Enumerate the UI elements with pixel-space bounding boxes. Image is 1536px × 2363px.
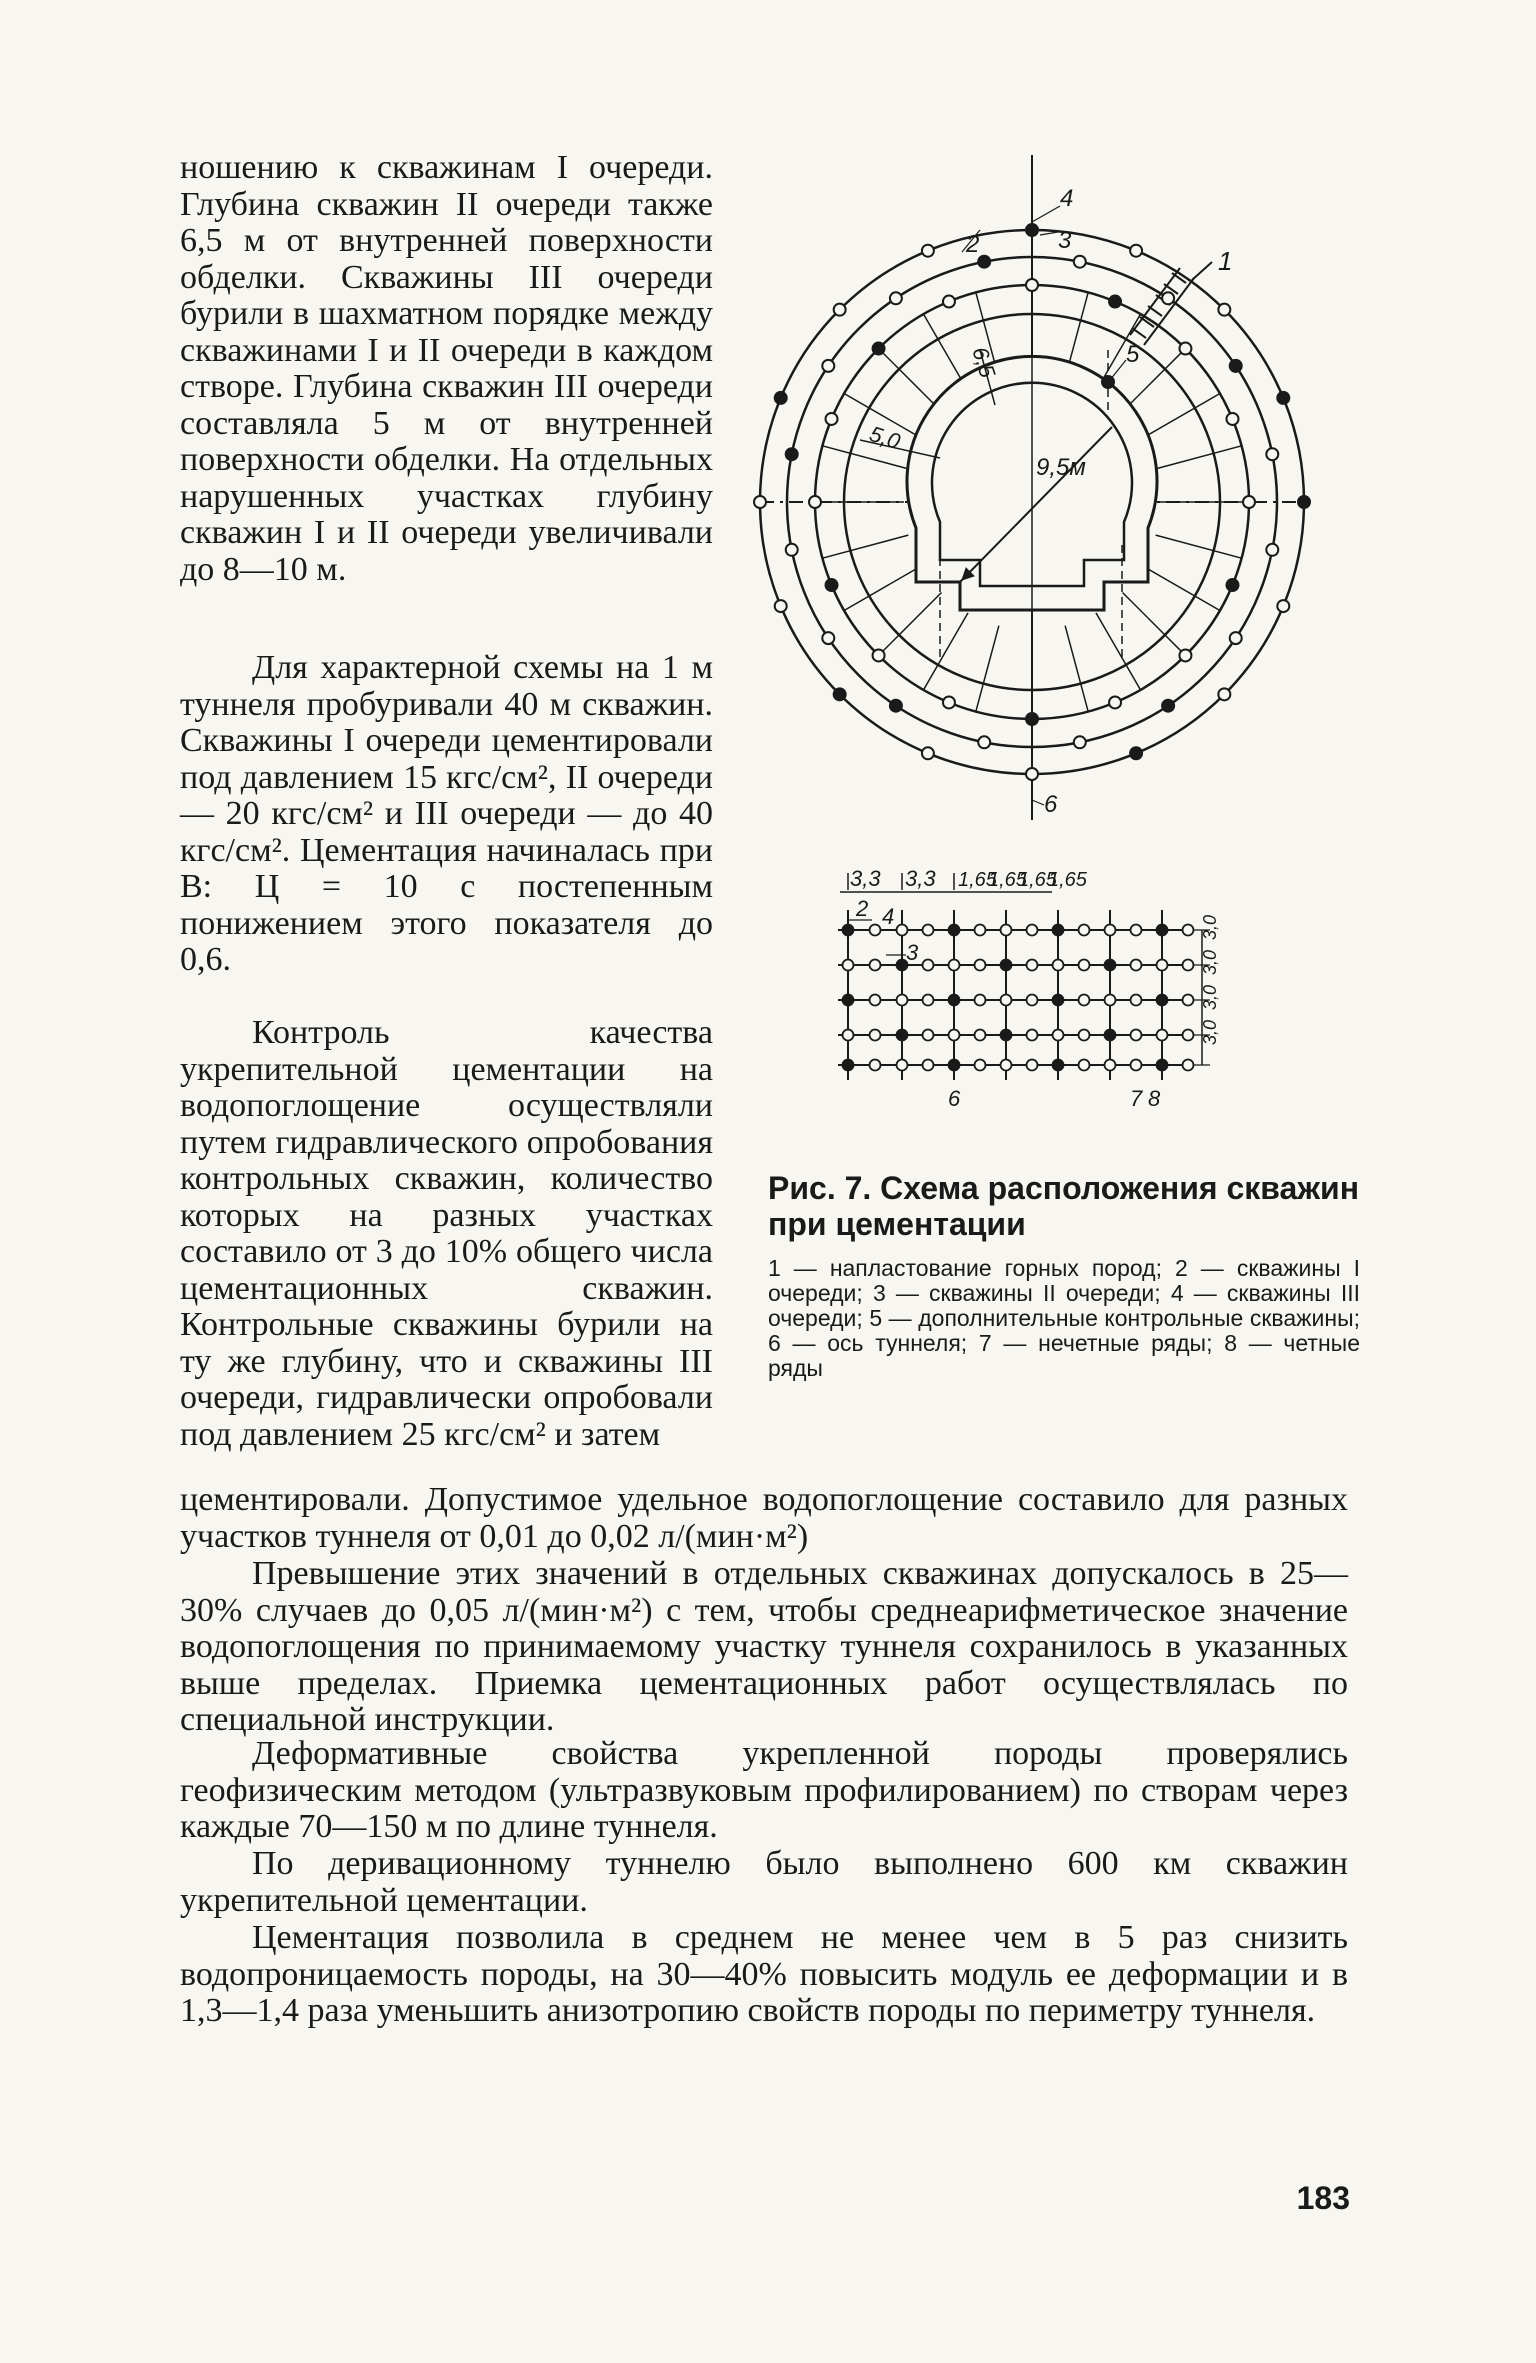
plan-borehole-open (870, 925, 881, 936)
plan-borehole-open (1027, 925, 1038, 936)
borehole-open (809, 496, 821, 508)
radial-line (976, 626, 999, 712)
borehole-open (1162, 292, 1174, 304)
plan-label-spacing-5: 1,65 (1018, 869, 1057, 891)
plan-borehole-open (1079, 995, 1090, 1006)
borehole-filled (786, 448, 798, 460)
radial-line (924, 613, 969, 690)
plan-borehole-open (1001, 995, 1012, 1006)
borehole-filled (1130, 747, 1142, 759)
plan-borehole-open (897, 1060, 908, 1071)
label-4: 4 (1060, 185, 1074, 212)
plan-borehole-open (1157, 960, 1168, 971)
label-5: 5 (1126, 341, 1140, 368)
plan-labels (850, 866, 1220, 1111)
plan-borehole-filled (1001, 1030, 1012, 1041)
paragraph-4: цементировали. Допустимое удельное водопоглощение составило для разных участков туннеля от 0,01 до 0,02 л/(мин·м²) (180, 1481, 1348, 1555)
plan-label-7: 7 (1130, 1086, 1143, 1111)
borehole-open (822, 632, 834, 644)
plan-borehole-open (870, 1060, 881, 1071)
plan-borehole-open (923, 1030, 934, 1041)
borehole-open (1109, 696, 1121, 708)
leader-4 (1032, 206, 1060, 222)
borehole-filled (1026, 713, 1038, 725)
paragraph-6: Деформативные свойства укрепленной породы проверялись геофизическим методом (ультразвуковым профилированием) по створам через каждые 70—150 м по длине туннеля. (180, 1735, 1348, 1845)
plan-label-spacing-4: 1,65 (988, 869, 1027, 891)
plan-borehole-open (949, 960, 960, 971)
plan-borehole-open (923, 925, 934, 936)
plan-borehole-open (1105, 1060, 1116, 1071)
borehole-open (1226, 413, 1238, 425)
plan-label-4: 4 (882, 904, 895, 929)
borehole-open (1026, 768, 1038, 780)
borehole-open (873, 649, 885, 661)
borehole-open (1179, 649, 1191, 661)
radial-line (1156, 446, 1242, 469)
plan-borehole-markers (843, 925, 1194, 1071)
plan-borehole-filled (1053, 1060, 1064, 1071)
plan-borehole-open (897, 925, 908, 936)
plan-borehole-filled (843, 995, 854, 1006)
borehole-open (786, 544, 798, 556)
plan-borehole-open (897, 995, 908, 1006)
plan-borehole-open (1105, 995, 1116, 1006)
grouting-scheme-drawing (740, 140, 1360, 1140)
plan-borehole-filled (1157, 925, 1168, 936)
label-1: 1 (1218, 246, 1233, 276)
plan-borehole-open (1131, 925, 1142, 936)
label-radius: 9,5м (1036, 454, 1086, 481)
plan-label-row-1: 3,0 (1200, 914, 1220, 940)
plan-borehole-open (975, 925, 986, 936)
borehole-open (922, 747, 934, 759)
borehole-open (1026, 279, 1038, 291)
plan-borehole-open (949, 1030, 960, 1041)
radial-line (1065, 626, 1088, 712)
plan-label-2: 2 (856, 896, 869, 921)
borehole-open (1277, 600, 1289, 612)
borehole-open (822, 360, 834, 372)
borehole-filled (873, 343, 885, 355)
plan-label-row-2: 3,0 (1200, 949, 1220, 975)
plan-borehole-open (1053, 960, 1064, 971)
borehole-filled (1277, 392, 1289, 404)
label-6: 6 (1044, 791, 1058, 818)
paragraph-5: Превышение этих значений в отдельных скважинах допускалось в 25—30% случаев до 0,05 л/(мин·м²) с тем, чтобы среднеарифметическое значение водопоглощения по принимаемому участку туннеля сохранилось в указанных выше пределах. Приемка цементационных работ осуществлялась по специальной инструкции. (180, 1555, 1348, 1738)
radial-line (844, 566, 921, 611)
plan-borehole-open (1105, 925, 1116, 936)
borehole-filled (1298, 496, 1310, 508)
plan-borehole-open (1053, 1030, 1064, 1041)
plan-label-spacing-6: 1,65 (1048, 869, 1087, 891)
label-depth-5-0: 5,0 (866, 420, 904, 455)
plan-label-spacing-1: 3,3 (850, 866, 881, 891)
label-2: 2 (966, 231, 980, 258)
paragraph-2: Для характерной схемы на 1 м туннеля пробуривали 40 м скважин. Скважины I очереди цементировали под давлением 15 кгс/см², II очереди — 20 кгс/см² и III очереди — до 40 кгс/см². Цементация начиналась при В: Ц = 10 с постепенным понижением этого показателя до 0,6. (180, 649, 713, 978)
radial-line (1156, 535, 1242, 558)
plan-borehole-open (1001, 925, 1012, 936)
borehole-open (775, 600, 787, 612)
label-depth-6-5: 6,5 (967, 343, 1001, 381)
plan-label-6: 6 (948, 1086, 961, 1111)
borehole-filled (1162, 700, 1174, 712)
borehole-filled (834, 688, 846, 700)
paragraph-7: По деривационному туннелю было выполнено 600 км скважин укрепительной цементации. (180, 1845, 1348, 1919)
plan-borehole-open (1131, 1060, 1142, 1071)
plan-borehole-open (1079, 925, 1090, 936)
plan-borehole-open (1183, 1060, 1194, 1071)
plan-borehole-open (1001, 1060, 1012, 1071)
plan-borehole-filled (843, 1060, 854, 1071)
control-borehole (1102, 376, 1114, 388)
borehole-open (1218, 688, 1230, 700)
borehole-filled (1026, 224, 1038, 236)
borehole-filled (978, 256, 990, 268)
plan-borehole-filled (1157, 995, 1168, 1006)
plan-borehole-filled (949, 925, 960, 936)
borehole-open (1074, 736, 1086, 748)
plan-borehole-open (923, 1060, 934, 1071)
plan-borehole-open (1079, 960, 1090, 971)
borehole-open (890, 292, 902, 304)
borehole-open (1266, 544, 1278, 556)
borehole-open (1218, 304, 1230, 316)
borehole-open (826, 413, 838, 425)
plan-label-spacing-2: 3,3 (905, 866, 936, 891)
plan-borehole-filled (1053, 925, 1064, 936)
borehole-open (754, 496, 766, 508)
plan-label-3: 3 (906, 940, 919, 965)
plan-borehole-open (975, 960, 986, 971)
plan-borehole-open (975, 1030, 986, 1041)
borehole-open (1074, 256, 1086, 268)
borehole-open (834, 304, 846, 316)
plan-borehole-filled (1157, 1060, 1168, 1071)
plan-borehole-open (870, 1030, 881, 1041)
borehole-open (1179, 343, 1191, 355)
plan-borehole-open (1183, 960, 1194, 971)
plan-borehole-open (843, 1030, 854, 1041)
radial-line (822, 535, 908, 558)
borehole-open (1130, 245, 1142, 257)
plan-borehole-filled (949, 1060, 960, 1071)
plan-borehole-filled (1053, 995, 1064, 1006)
plan-borehole-filled (1105, 1030, 1116, 1041)
borehole-open (943, 696, 955, 708)
plan-borehole-filled (897, 1030, 908, 1041)
plan-borehole-open (1157, 1030, 1168, 1041)
paragraph-8: Цементация позволила в среднем не менее чем в 5 раз снизить водопроницаемость породы, на 30—40% повысить модуль ее деформации и в 1,3—1,4 раза уменьшить анизотропию свойств породы по периметру туннеля. (180, 1919, 1348, 2029)
plan-borehole-open (1131, 995, 1142, 1006)
borehole-filled (826, 579, 838, 591)
borehole-open (922, 245, 934, 257)
plan-borehole-open (1027, 1030, 1038, 1041)
plan-label-spacing-3: 1,65 (958, 869, 997, 891)
radial-line (1143, 394, 1220, 439)
paragraph-3: Контроль качества укрепительной цементации на водопоглощение осуществляли путем гидравлического опробования контрольных скважин, количество которых на разных участках составило от 3 до 10% общего числа цементационных скважин. Контрольные скважины бурили на ту же глубину, что и скважины III очереди, гидравлически опробовали под давлением 25 кгс/см² и затем (180, 1014, 713, 1453)
plan-borehole-open (1131, 1030, 1142, 1041)
label-3: 3 (1058, 227, 1072, 254)
plan-borehole-open (1131, 960, 1142, 971)
plan-label-row-3: 3,0 (1200, 984, 1220, 1010)
borehole-filled (890, 700, 902, 712)
plan-borehole-open (975, 995, 986, 1006)
plan-borehole-open (1183, 1030, 1194, 1041)
plan-borehole-open (1079, 1060, 1090, 1071)
leader-6 (1032, 800, 1044, 805)
plan-borehole-open (1183, 925, 1194, 936)
plan-borehole-open (923, 995, 934, 1006)
plan-borehole-filled (843, 925, 854, 936)
plan-borehole-filled (1105, 960, 1116, 971)
borehole-filled (1230, 360, 1242, 372)
figure-caption-legend: 1 — напластование горных пород; 2 — скважины I очереди; 3 — скважины II очереди; 4 — скважины III очереди; 5 — дополнительные контрольные скважины; 6 — ось туннеля; 7 — нечетные ряды; 8 — четные ряды (768, 1255, 1360, 1381)
borehole-open (1230, 632, 1242, 644)
page-number: 183 (1296, 2180, 1350, 2216)
borehole-open (978, 736, 990, 748)
borehole-open (943, 296, 955, 308)
plan-label-8: 8 (1148, 1086, 1161, 1111)
plan-borehole-open (870, 960, 881, 971)
borehole-filled (1109, 296, 1121, 308)
plan-borehole-open (1183, 995, 1194, 1006)
borehole-open (1266, 448, 1278, 460)
plan-borehole-open (1027, 995, 1038, 1006)
plan-borehole-filled (1001, 960, 1012, 971)
plan-borehole-open (1027, 1060, 1038, 1071)
plan-borehole-open (843, 960, 854, 971)
plan-borehole-open (975, 1060, 986, 1071)
figure-7 (740, 140, 1360, 1140)
plan-borehole-filled (949, 995, 960, 1006)
leader-3 (1040, 232, 1058, 235)
borehole-filled (775, 392, 787, 404)
radial-line (1096, 613, 1141, 690)
paragraph-1: ношению к скважинам I очереди. Глубина скважин II очереди также 6,5 м от внутренней поверхности обделки. Скважины III очереди бурили в шахматном порядке между скважинами I и II очереди в каждом створе. Глубина скважин III очереди составляла 5 м от внутренней поверхности обделки. На отдельных нарушенных участках глубину скважин I и II очереди увеличивали до 8—10 м. (180, 149, 713, 588)
plan-borehole-open (1079, 1030, 1090, 1041)
figure-caption-title: Рис. 7. Схема расположения скважин при цементации (768, 1170, 1360, 1242)
plan-borehole-open (923, 960, 934, 971)
plan-label-row-4: 3,0 (1200, 1019, 1220, 1045)
borehole-open (1243, 496, 1255, 508)
borehole-filled (1226, 579, 1238, 591)
plan-borehole-open (1027, 960, 1038, 971)
plan-borehole-open (870, 995, 881, 1006)
radial-line (1143, 566, 1220, 611)
